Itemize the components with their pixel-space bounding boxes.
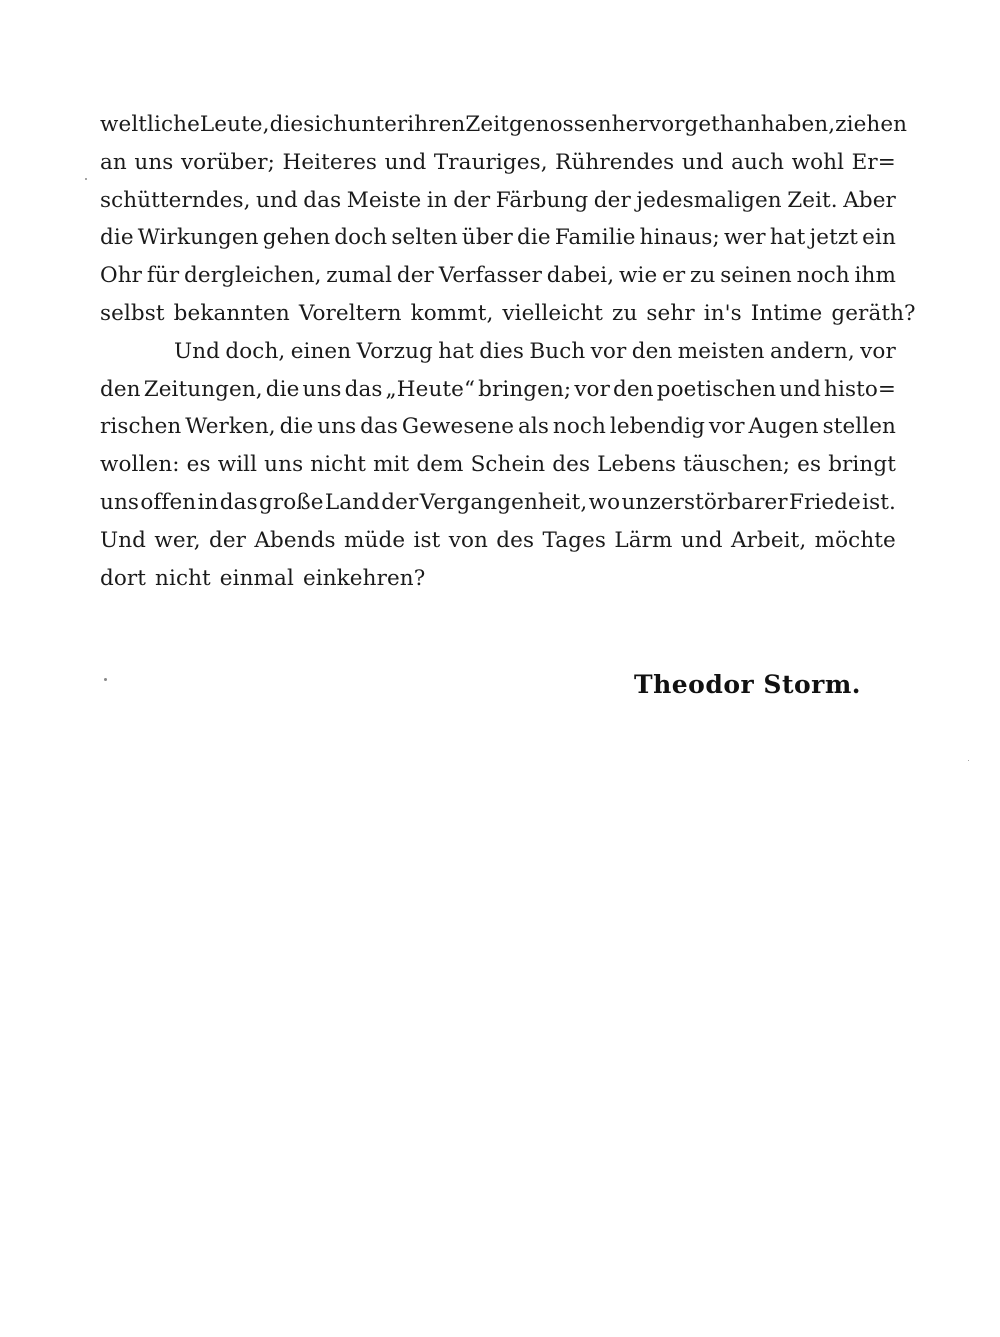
text-line: wollen: es will uns nicht mit dem Schein des Lebens täuschen; es bringt xyxy=(100,452,896,478)
scan-speck xyxy=(85,178,87,180)
text-line: Ohr für dergleichen, zumal der Verfasser dabei, wie er zu seinen noch ihm xyxy=(100,263,896,289)
text-line: die Wirkungen gehen doch selten über die Familie hinaus; wer hat jetzt ein xyxy=(100,225,896,251)
text-line: weltliche Leute, die sich unter ihren Zeitgenossen hervorgethan haben, ziehen xyxy=(100,112,908,137)
text-line: Und wer, der Abends müde ist von des Tages Lärm und Arbeit, möchte xyxy=(100,527,896,553)
text-line: dort nicht einmal einkehren? xyxy=(100,565,426,591)
signature: Theodor Storm. xyxy=(634,670,861,699)
text-line: rischen Werken, die uns das Gewesene als noch lebendig vor Augen stellen xyxy=(100,414,896,440)
text-line: uns offen in das große Land der Vergangenheit, wo unzerstörbarer Friede ist. xyxy=(100,489,896,515)
text-line: selbst bekannten Voreltern kommt, vielleicht zu sehr in's Intime geräth? xyxy=(100,300,916,326)
scan-speck xyxy=(968,760,969,761)
scan-speck xyxy=(104,678,107,681)
text-line: schütterndes, und das Meiste in der Färbung der jedesmaligen Zeit. Aber xyxy=(100,187,896,213)
text-line: an uns vorüber; Heiteres und Trauriges, Rührendes und auch wohl Er= xyxy=(100,149,896,175)
text-line: den Zeitungen, die uns das „Heute“ bringen; vor den poetischen und histo= xyxy=(100,376,896,402)
body-text xyxy=(100,106,916,597)
text-line: Und doch, einen Vorzug hat dies Buch vor den meisten andern, vor xyxy=(174,338,896,364)
